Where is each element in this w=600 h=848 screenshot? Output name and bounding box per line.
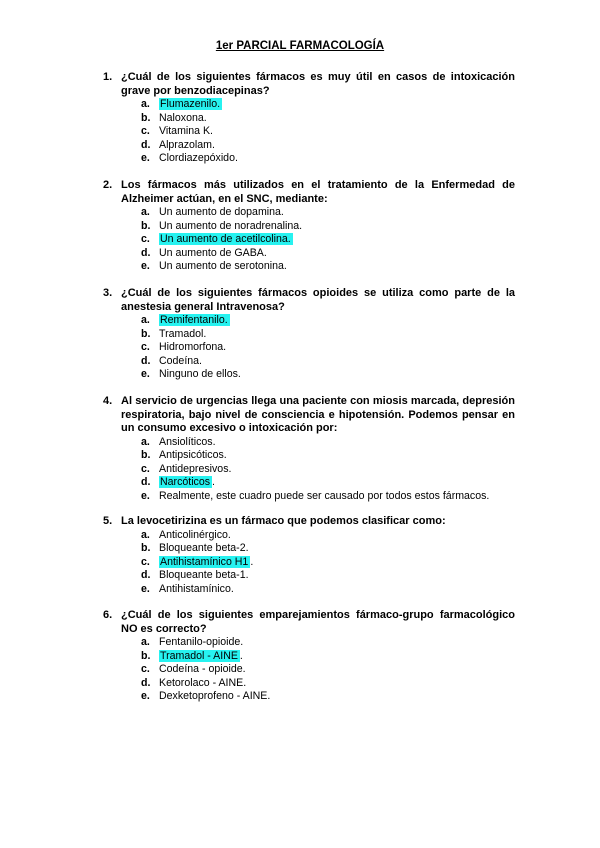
answer-option — [103, 556, 515, 570]
question-block — [103, 395, 515, 503]
option-letter: c. — [141, 663, 150, 676]
option-letter: e. — [141, 582, 150, 595]
answer-option — [103, 112, 515, 126]
answer-option — [103, 650, 515, 664]
answer-option — [103, 314, 515, 328]
answer-option — [103, 677, 515, 691]
option-text: Bloqueante beta-1. — [159, 569, 249, 582]
question-block — [103, 609, 515, 704]
answer-option — [103, 220, 515, 234]
option-text: Dexketoprofeno - AINE. — [159, 690, 271, 703]
option-text: Un aumento de serotonina. — [159, 260, 287, 273]
option-letter: b. — [141, 542, 151, 555]
question-number: 4. — [103, 395, 113, 407]
question-number: 6. — [103, 609, 113, 621]
question-statement: La levocetirizina es un fármaco que podemos clasificar como: — [121, 515, 446, 527]
question-number: 3. — [103, 287, 113, 299]
option-text: Hidromorfona. — [159, 341, 227, 354]
option-text: Ninguno de ellos. — [159, 368, 241, 381]
option-letter: a. — [141, 528, 150, 541]
option-letter: a. — [141, 636, 150, 648]
options-list — [103, 206, 515, 274]
option-suffix: . — [239, 649, 243, 662]
option-suffix: . — [212, 476, 215, 489]
options-list — [103, 98, 515, 166]
highlighted-answer: Remifentanilo. — [160, 314, 228, 326]
option-text: Antidepresivos. — [159, 462, 232, 475]
option-text: Tramadol. — [159, 327, 207, 340]
question-block — [103, 515, 515, 596]
answer-option — [103, 636, 515, 650]
answer-option — [103, 542, 515, 556]
question-text — [103, 179, 515, 206]
answer-option — [103, 569, 515, 583]
option-letter: b. — [141, 449, 151, 462]
question-block — [103, 287, 515, 382]
answer-option — [103, 436, 515, 450]
answer-option — [103, 583, 515, 597]
question-statement: ¿Cuál de los siguientes emparejamientos fármaco-grupo farmacológico NO es correcto? — [121, 609, 515, 635]
question-text — [103, 287, 515, 314]
option-letter: d. — [141, 354, 151, 367]
option-text: Clordiazepóxido. — [159, 152, 238, 165]
option-letter: d. — [141, 246, 151, 259]
option-text: Un aumento de noradrenalina. — [159, 219, 303, 232]
option-text: Naloxona. — [159, 111, 207, 124]
option-text: Vitamina K. — [159, 125, 213, 138]
question-number: 2. — [103, 179, 113, 191]
answer-option — [103, 260, 515, 274]
option-text: Alprazolam. — [159, 138, 215, 151]
answer-option — [103, 98, 515, 112]
option-letter: b. — [141, 219, 151, 232]
answer-option — [103, 368, 515, 382]
question-block — [103, 179, 515, 274]
option-text: Fentanilo-opioide. — [159, 636, 244, 648]
answer-option — [103, 449, 515, 463]
question-statement: ¿Cuál de los siguientes fármacos opioides se utiliza como parte de la anestesia general Intravenosa? — [121, 287, 515, 313]
question-text — [103, 609, 515, 636]
highlighted-answer: Flumazenilo. — [160, 98, 221, 110]
answer-option — [103, 139, 515, 153]
options-list — [103, 436, 515, 504]
option-letter: e. — [141, 489, 150, 502]
option-letter: d. — [141, 569, 151, 582]
option-text: Realmente, este cuadro puede ser causado por todos estos fármacos. — [159, 489, 490, 502]
answer-option — [103, 663, 515, 677]
option-text: Codeína. — [159, 354, 202, 367]
option-letter: a. — [141, 98, 150, 110]
options-list — [103, 636, 515, 704]
option-letter: d. — [141, 476, 151, 489]
option-letter: a. — [141, 435, 150, 448]
option-letter: d. — [141, 676, 151, 689]
option-letter: d. — [141, 138, 151, 151]
answer-option — [103, 233, 515, 247]
option-letter: c. — [141, 233, 150, 246]
answer-option — [103, 355, 515, 369]
highlighted-answer: Narcóticos — [160, 476, 211, 489]
option-letter: c. — [141, 555, 150, 568]
answer-option — [103, 490, 515, 504]
option-text: Ansiolíticos. — [159, 435, 216, 448]
option-letter: e. — [141, 152, 150, 165]
option-letter: b. — [141, 111, 151, 124]
option-letter: a. — [141, 314, 150, 326]
option-letter: c. — [141, 462, 150, 475]
options-list — [103, 314, 515, 382]
option-text: Antihistamínico. — [159, 582, 234, 595]
option-text: Anticolinérgico. — [159, 528, 231, 541]
option-letter: c. — [141, 341, 150, 354]
highlighted-answer: Un aumento de acetilcolina. — [160, 233, 291, 246]
answer-option — [103, 206, 515, 220]
question-statement: Al servicio de urgencias llega una paciente con miosis marcada, depresión respiratoria, bajo nivel de consciencia e hipotensión. Podemos pensar en un consumo excesivo o intoxicación por: — [121, 395, 515, 434]
option-letter: e. — [141, 260, 150, 273]
answer-option — [103, 152, 515, 166]
answer-option — [103, 463, 515, 477]
question-statement: Los fármacos más utilizados en el tratamiento de la Enfermedad de Alzheimer actúan, en el SNC, mediante: — [121, 179, 515, 205]
question-text — [103, 71, 515, 98]
answer-option — [103, 476, 515, 490]
question-statement: ¿Cuál de los siguientes fármacos es muy útil en casos de intoxicación grave por benzodiacepinas? — [121, 71, 515, 97]
answer-option — [103, 341, 515, 355]
answer-option — [103, 690, 515, 704]
answer-option — [103, 529, 515, 543]
options-list — [103, 529, 515, 597]
question-block — [103, 71, 515, 166]
question-text — [103, 395, 515, 436]
option-suffix: . — [250, 555, 254, 568]
highlighted-answer: Antihistamínico H1 — [160, 555, 249, 568]
option-text: Antipsicóticos. — [159, 449, 227, 462]
option-text: Un aumento de GABA. — [159, 246, 267, 259]
option-letter: e. — [141, 368, 150, 381]
question-number: 5. — [103, 515, 113, 527]
highlighted-answer: Tramadol - AINE — [160, 649, 238, 662]
answer-option — [103, 328, 515, 342]
question-text — [103, 515, 515, 529]
answer-option — [103, 125, 515, 139]
option-letter: e. — [141, 690, 150, 703]
option-text: Ketorolaco - AINE. — [159, 676, 247, 689]
option-letter: b. — [141, 649, 151, 662]
exam-title: 1er PARCIAL FARMACOLOGÍA — [215, 40, 385, 52]
option-text: Un aumento de dopamina. — [159, 206, 284, 218]
question-number: 1. — [103, 71, 113, 83]
option-letter: a. — [141, 206, 150, 218]
option-text: Bloqueante beta-2. — [159, 542, 249, 555]
option-letter: b. — [141, 327, 151, 340]
answer-option — [103, 247, 515, 261]
option-letter: c. — [141, 125, 150, 138]
option-text: Codeína - opioide. — [159, 663, 246, 676]
